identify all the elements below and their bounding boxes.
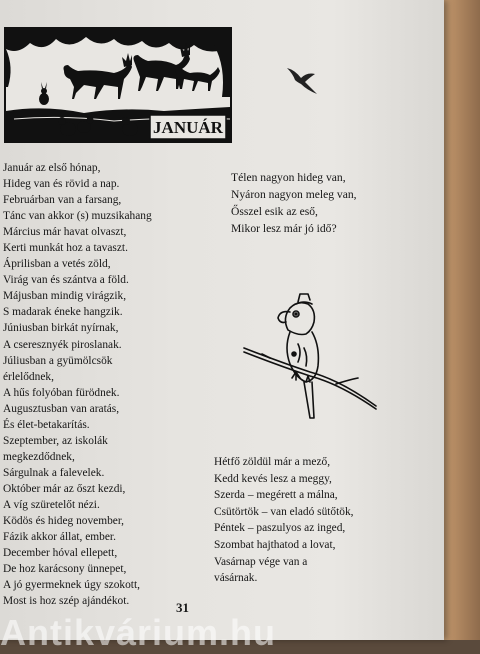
poem-line: Télen nagyon hideg van, — [231, 171, 346, 184]
poem-line: A jó gyermeknek úgy szokott, — [3, 579, 140, 592]
january-banner — [4, 27, 232, 143]
poem-line: Kedd kevés lesz a meggy, — [214, 472, 332, 485]
poem-line: De hoz karácsony ünnepet, — [3, 563, 127, 576]
poem-line: Szerda – megérett a málna, — [214, 489, 338, 502]
poem-line: Júliusban a gyümölcsök — [3, 354, 113, 367]
poem-line: Hideg van és rövid a nap. — [3, 178, 120, 191]
poem-line: Sárgulnak a falevelek. — [3, 466, 105, 479]
poem-line: Csütörtök – van eladó sütőtök, — [214, 505, 354, 518]
poem-line: Augusztusban van aratás, — [3, 402, 120, 415]
poem-line: A víg szüretelőt nézi. — [3, 498, 100, 511]
poem-line: Kerti munkát hoz a tavaszt. — [3, 242, 128, 255]
poem-line: Mikor lesz már jó idő? — [231, 222, 337, 235]
poem-line: Hétfő zöldül már a mező, — [214, 456, 331, 468]
poem-line: Ősszel esik az eső, — [231, 205, 318, 218]
poem-line: Áprilisban a vetés zöld, — [3, 258, 111, 271]
poem-line: A hűs folyóban fürödnek. — [3, 386, 120, 399]
poem-line: érlelődnek, — [3, 370, 54, 383]
poem-line: Szombat hajthatod a lovat, — [214, 538, 336, 551]
poem-line: Júniusban birkát nyírnak, — [3, 322, 119, 335]
poem-line: Január az első hónap, — [3, 162, 101, 174]
poem-line: December hóval ellepett, — [3, 547, 118, 560]
poem-line: És élet-betakarítás. — [3, 418, 90, 431]
poem-line: Most is hoz szép ajándékot. — [3, 595, 130, 608]
poem-line: Március már havat olvaszt, — [3, 226, 127, 239]
poem-line: Ködös és hideg november, — [3, 515, 125, 528]
poem-line: Februárban van a farsang, — [3, 194, 122, 207]
month-label: JANUÁR — [153, 118, 223, 137]
poem-line: Nyáron nagyon meleg van, — [231, 188, 357, 201]
poem-line: Májusban mindig virágzik, — [3, 290, 127, 303]
poem-line: Október már az őszt kezdi, — [3, 482, 126, 495]
poem-line: Péntek – paszulyos az inged, — [214, 522, 346, 535]
bird-illustration — [285, 62, 319, 101]
poem-line: vásárnak. — [214, 572, 258, 585]
poem-line: Tánc van akkor (s) muzsikahang — [3, 210, 152, 223]
months-poem — [3, 160, 152, 609]
page-number: 31 — [176, 600, 189, 615]
weekdays-poem — [214, 454, 354, 587]
seasons-poem — [231, 169, 357, 237]
poem-line: A cseresznyék piroslanak. — [3, 338, 122, 351]
poem-line: Fázik akkor állat, ember. — [3, 531, 116, 544]
poem-line: S madarak éneke hangzik. — [3, 306, 123, 319]
deer-forest-illustration — [4, 27, 232, 143]
poem-line: Virág van és szántva a föld. — [3, 274, 129, 287]
poem-line: Szeptember, az iskolák — [3, 434, 108, 447]
watermark: Antikvárium.hu — [0, 612, 277, 653]
poem-line: Vasárnap vége van a — [214, 555, 308, 568]
parrot-illustration — [240, 288, 380, 428]
poem-line: megkezdődnek, — [3, 450, 75, 463]
